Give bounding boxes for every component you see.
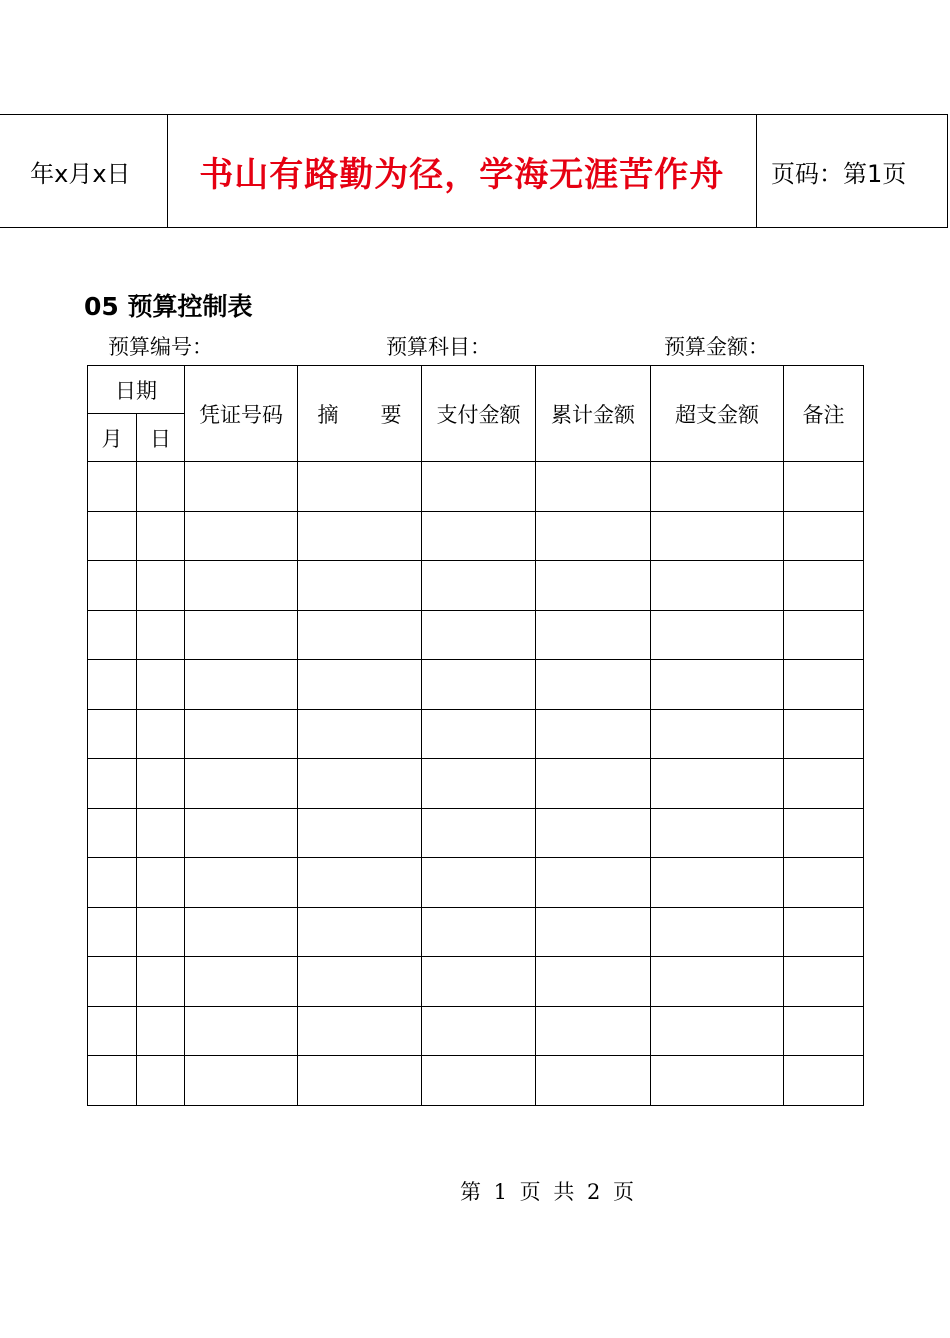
table-cell[interactable]	[88, 957, 137, 1007]
table-row	[88, 1006, 864, 1056]
table-cell[interactable]	[185, 462, 298, 512]
table-cell[interactable]	[536, 462, 651, 512]
table-cell[interactable]	[651, 957, 784, 1007]
table-cell[interactable]	[137, 1006, 185, 1056]
table-cell[interactable]	[784, 907, 864, 957]
table-cell[interactable]	[298, 511, 422, 561]
table-cell[interactable]	[536, 610, 651, 660]
table-cell[interactable]	[298, 610, 422, 660]
table-cell[interactable]	[88, 1056, 137, 1106]
table-cell[interactable]	[298, 957, 422, 1007]
table-cell[interactable]	[651, 610, 784, 660]
header-date: 年x月x日	[0, 115, 167, 228]
table-cell[interactable]	[536, 660, 651, 710]
table-cell[interactable]	[137, 907, 185, 957]
table-cell[interactable]	[784, 858, 864, 908]
table-cell[interactable]	[536, 561, 651, 611]
table-cell[interactable]	[88, 808, 137, 858]
table-cell[interactable]	[536, 1056, 651, 1106]
table-cell[interactable]	[784, 610, 864, 660]
table-cell[interactable]	[88, 759, 137, 809]
header-date: 日期	[88, 366, 185, 414]
table-cell[interactable]	[422, 511, 536, 561]
table-cell[interactable]	[298, 1006, 422, 1056]
table-cell[interactable]	[651, 907, 784, 957]
table-cell[interactable]	[137, 709, 185, 759]
table-row	[88, 907, 864, 957]
table-cell[interactable]	[651, 1056, 784, 1106]
table-cell[interactable]	[536, 709, 651, 759]
table-cell[interactable]	[185, 660, 298, 710]
table-cell[interactable]	[784, 759, 864, 809]
header-payment-amount: 支付金额	[422, 366, 536, 462]
table-cell[interactable]	[422, 709, 536, 759]
header-motto: 书山有路勤为径，学海无涯苦作舟	[167, 115, 756, 228]
table-cell[interactable]	[185, 511, 298, 561]
table-cell[interactable]	[298, 462, 422, 512]
budget-control-table	[87, 365, 864, 1106]
table-cell[interactable]	[185, 957, 298, 1007]
table-cell[interactable]	[137, 858, 185, 908]
table-cell[interactable]	[784, 511, 864, 561]
table-cell[interactable]	[784, 660, 864, 710]
table-cell[interactable]	[88, 462, 137, 512]
table-cell[interactable]	[422, 610, 536, 660]
table-cell[interactable]	[88, 709, 137, 759]
document-title: 05 预算控制表	[84, 292, 253, 321]
table-cell[interactable]	[185, 858, 298, 908]
table-cell[interactable]	[422, 858, 536, 908]
table-cell[interactable]	[137, 462, 185, 512]
table-cell[interactable]	[185, 1056, 298, 1106]
table-cell[interactable]	[185, 1006, 298, 1056]
table-cell[interactable]	[137, 561, 185, 611]
table-cell[interactable]	[651, 561, 784, 611]
table-cell[interactable]	[185, 759, 298, 809]
table-cell[interactable]	[88, 1006, 137, 1056]
table-cell[interactable]	[784, 1006, 864, 1056]
table-cell[interactable]	[536, 858, 651, 908]
page-footer: 第 1 页 共 2 页	[459, 1180, 635, 1204]
table-cell[interactable]	[185, 561, 298, 611]
table-cell[interactable]	[88, 511, 137, 561]
table-cell[interactable]	[422, 808, 536, 858]
table-cell[interactable]	[185, 907, 298, 957]
table-cell[interactable]	[651, 709, 784, 759]
table-row	[88, 1056, 864, 1106]
table-cell[interactable]	[137, 808, 185, 858]
table-cell[interactable]	[298, 759, 422, 809]
table-cell[interactable]	[137, 759, 185, 809]
table-cell[interactable]	[651, 660, 784, 710]
table-row	[88, 511, 864, 561]
table-cell[interactable]	[536, 511, 651, 561]
table-cell[interactable]	[536, 957, 651, 1007]
table-cell[interactable]	[88, 907, 137, 957]
table-cell[interactable]	[137, 957, 185, 1007]
budget-subject-label: 预算科目：	[386, 335, 491, 359]
table-cell[interactable]	[784, 561, 864, 611]
table-row	[88, 808, 864, 858]
table-cell[interactable]	[536, 808, 651, 858]
table-row	[88, 709, 864, 759]
table-cell[interactable]	[137, 511, 185, 561]
table-cell[interactable]	[422, 1006, 536, 1056]
table-row	[88, 759, 864, 809]
table-cell[interactable]	[422, 462, 536, 512]
table-cell[interactable]	[422, 1056, 536, 1106]
table-cell[interactable]	[88, 660, 137, 710]
table-cell[interactable]	[298, 561, 422, 611]
table-row	[88, 610, 864, 660]
budget-amount-label: 预算金额：	[664, 335, 769, 359]
table-cell[interactable]	[784, 709, 864, 759]
table-cell[interactable]	[651, 511, 784, 561]
table-cell[interactable]	[536, 907, 651, 957]
table-cell[interactable]	[422, 759, 536, 809]
table-cell[interactable]	[651, 858, 784, 908]
table-cell[interactable]	[88, 610, 137, 660]
table-cell[interactable]	[651, 462, 784, 512]
table-cell[interactable]	[137, 660, 185, 710]
table-row	[88, 957, 864, 1007]
page-header	[0, 114, 948, 228]
table-cell[interactable]	[422, 957, 536, 1007]
table-header-row	[88, 366, 864, 414]
header-month: 月	[88, 414, 137, 462]
table-row	[88, 561, 864, 611]
table-cell[interactable]	[784, 462, 864, 512]
table-cell[interactable]	[422, 561, 536, 611]
table-cell[interactable]	[298, 709, 422, 759]
table-cell[interactable]	[298, 907, 422, 957]
header-overspend-amount: 超支金额	[651, 366, 784, 462]
table-cell[interactable]	[784, 808, 864, 858]
table-cell[interactable]	[651, 808, 784, 858]
header-remarks: 备注	[784, 366, 864, 462]
table-cell[interactable]	[88, 561, 137, 611]
table-cell[interactable]	[298, 660, 422, 710]
table-cell[interactable]	[137, 610, 185, 660]
table-cell[interactable]	[185, 709, 298, 759]
table-cell[interactable]	[651, 759, 784, 809]
table-cell[interactable]	[298, 858, 422, 908]
header-summary: 摘 要	[298, 366, 422, 462]
table-row	[88, 462, 864, 512]
table-cell[interactable]	[137, 1056, 185, 1106]
header-day: 日	[137, 414, 185, 462]
table-cell[interactable]	[784, 1056, 864, 1106]
table-cell[interactable]	[784, 957, 864, 1007]
table-cell[interactable]	[298, 808, 422, 858]
table-cell[interactable]	[422, 660, 536, 710]
table-cell[interactable]	[185, 808, 298, 858]
header-cumulative-amount: 累计金额	[536, 366, 651, 462]
table-cell[interactable]	[536, 1006, 651, 1056]
header-voucher-number: 凭证号码	[185, 366, 298, 462]
table-row	[88, 858, 864, 908]
table-cell[interactable]	[651, 1006, 784, 1056]
table-row	[88, 660, 864, 710]
table-cell[interactable]	[298, 1056, 422, 1106]
table-cell[interactable]	[185, 610, 298, 660]
table-cell[interactable]	[422, 907, 536, 957]
header-page-number: 页码：第1页	[757, 115, 948, 228]
budget-number-label: 预算编号：	[108, 335, 213, 359]
table-cell[interactable]	[536, 759, 651, 809]
table-cell[interactable]	[88, 858, 137, 908]
